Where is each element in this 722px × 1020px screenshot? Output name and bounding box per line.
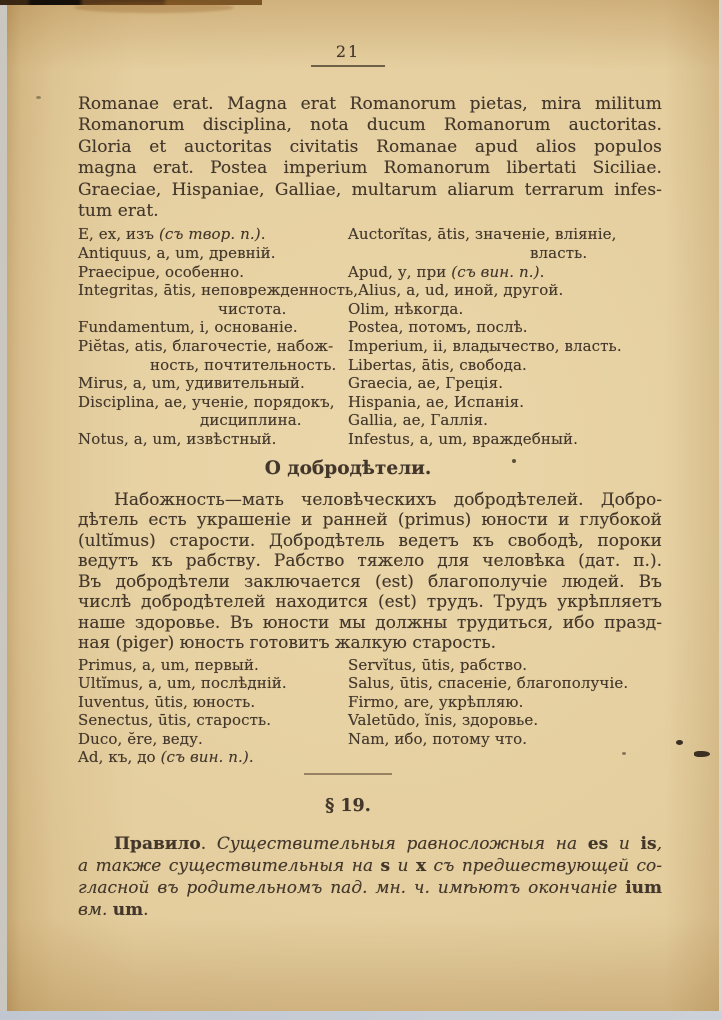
vocab-entry-left: Ultĭmus, a, um, послѣдній. bbox=[78, 674, 287, 693]
vocab-entry-right: Olim, нѣкогда. bbox=[348, 299, 464, 318]
vocab-entry-right: Firmo, are, укрѣпляю. bbox=[348, 692, 524, 711]
vocab-row bbox=[78, 337, 662, 356]
vocab-row bbox=[78, 730, 662, 749]
ink-speck bbox=[676, 740, 683, 745]
text-segment: um bbox=[112, 899, 144, 920]
text-line bbox=[78, 899, 662, 921]
vocab-row bbox=[78, 356, 662, 375]
text-line bbox=[78, 833, 662, 855]
vocab-entry-right bbox=[348, 748, 662, 767]
text-segment: власть. bbox=[530, 244, 588, 263]
vocab-entry-right: Imperium, ii, владычество, власть. bbox=[348, 337, 622, 355]
text-segment: дисциплина. bbox=[200, 411, 302, 430]
vocab-entry-left: Senectus, ūtis, старость. bbox=[78, 711, 272, 730]
section-19-heading: § 19. bbox=[325, 795, 371, 816]
vocab-entry-left: Praecipue, особенно. bbox=[78, 262, 245, 281]
vocab-entry-left: Disciplina, ae, ученіе, порядокъ, bbox=[78, 392, 335, 411]
text-segment: , bbox=[656, 833, 662, 854]
scan-background-left bbox=[0, 0, 7, 1013]
vocabulary-list-1 bbox=[78, 225, 662, 448]
text-segment: и bbox=[390, 855, 416, 876]
text-segment: . bbox=[539, 262, 545, 281]
virtue-paragraph bbox=[78, 490, 662, 654]
vocab-entry-right: Infestus, a, um, враждебный. bbox=[348, 429, 578, 448]
vocab-entry-right: Gallia, ae, Галлія. bbox=[348, 411, 489, 430]
text-segment: Существительныя равносложныя на bbox=[216, 833, 588, 854]
vocab-row bbox=[78, 430, 662, 449]
text-line: Gloria et auctoritas civitatis Romanae apud alios populos bbox=[78, 136, 662, 157]
text-segment: x bbox=[415, 855, 427, 876]
text-segment: гласной въ родительномъ пад. мн. ч. имѣютъ окончаніе bbox=[78, 877, 626, 898]
text-segment: Apud, у, при bbox=[348, 262, 452, 281]
vocab-row bbox=[78, 263, 662, 282]
vocab-entry-right: Valetūdo, ĭnis, здоровье. bbox=[348, 711, 539, 730]
vocab-entry-right: Auctorĭtas, ātis, значеніе, вліяніе, bbox=[348, 225, 617, 244]
text-segment: s bbox=[380, 855, 391, 876]
text-segment: ность, почтительность. bbox=[150, 355, 337, 374]
text-line: (ultĭmus) старости. Добродѣтель ведетъ къ свободѣ, пороки bbox=[78, 530, 662, 551]
vocab-entry-right: Graecia, ae, Греція. bbox=[348, 374, 504, 393]
text-line bbox=[78, 877, 662, 899]
paper-mark bbox=[36, 96, 41, 99]
vocab-entry-left: Mirus, a, um, удивительный. bbox=[78, 374, 305, 393]
text-segment: es bbox=[587, 833, 609, 854]
vocab-entry-left: Primus, a, um, первый. bbox=[78, 655, 259, 674]
vocab-entry-right: Servĭtus, ūtis, рабство. bbox=[348, 655, 528, 674]
text-line: наше здоровье. Въ юности мы должны трудиться, ибо празд- bbox=[78, 612, 662, 633]
vocab-row bbox=[78, 411, 662, 430]
page-content bbox=[78, 0, 662, 921]
vocab-row bbox=[78, 374, 662, 393]
ink-speck bbox=[694, 751, 710, 757]
vocab-row bbox=[78, 300, 662, 319]
text-line: ная (piger) юность готовитъ жалкую старость. bbox=[78, 633, 497, 654]
vocab-entry-right: Salus, ūtis, спасеніе, благополучіе. bbox=[348, 674, 629, 693]
section-heading-virtue: О добродѣтели. bbox=[264, 457, 432, 479]
text-segment: и bbox=[608, 833, 641, 854]
text-segment: E, ex, изъ bbox=[78, 225, 159, 244]
text-line: числѣ добродѣтелей находится (est) трудъ. Трудъ укрѣпляетъ bbox=[78, 592, 662, 613]
text-segment: Правило bbox=[114, 833, 201, 854]
vocab-row bbox=[78, 656, 662, 675]
text-line: Набожность—мать человѣческихъ добродѣтелей. Добро- bbox=[114, 489, 662, 510]
page-number-text: 21 bbox=[335, 42, 361, 61]
rule-paragraph bbox=[78, 833, 662, 921]
text-segment: съ предшествующей со- bbox=[426, 855, 662, 876]
text-segment: (съ твор. п.) bbox=[158, 225, 261, 244]
vocab-entry-right bbox=[348, 263, 662, 282]
text-line bbox=[78, 855, 662, 877]
vocab-entry-left bbox=[78, 356, 348, 375]
vocab-entry-right: Alius, a, ud, иной, другой. bbox=[358, 281, 564, 300]
vocab-entry-right: Postea, потомъ, послѣ. bbox=[348, 318, 528, 337]
vocab-entry-left bbox=[78, 411, 348, 430]
text-line: Graeciae, Hispaniae, Galliae, multarum aliarum terrarum infes- bbox=[78, 179, 662, 200]
vocab-row bbox=[78, 393, 662, 412]
vocab-entry-right: Hispania, ae, Испанія. bbox=[348, 392, 525, 411]
text-segment: . bbox=[143, 899, 149, 920]
text-line: Romanorum disciplina, nota ducum Romanorum auctoritas. bbox=[78, 115, 662, 136]
vocab-row bbox=[78, 748, 662, 767]
section-divider-rule bbox=[304, 773, 392, 775]
vocab-row bbox=[78, 244, 662, 263]
text-segment: чистота. bbox=[218, 299, 287, 318]
text-segment: . bbox=[200, 833, 217, 854]
vocab-entry-left: Duco, ĕre, веду. bbox=[78, 729, 203, 748]
vocab-entry-left: Iuventus, ūtis, юность. bbox=[78, 692, 256, 711]
text-segment: is bbox=[640, 833, 657, 854]
text-segment: а также существительныя на bbox=[78, 855, 381, 876]
vocab-entry-left: Notus, a, um, извѣстный. bbox=[78, 429, 277, 448]
vocab-entry-left bbox=[78, 300, 348, 319]
vocabulary-list-2 bbox=[78, 656, 662, 767]
vocab-row bbox=[78, 318, 662, 337]
vocab-row bbox=[78, 693, 662, 712]
vocab-row bbox=[78, 674, 662, 693]
vocab-row bbox=[78, 281, 662, 300]
vocab-entry-left: Antiquus, a, um, древній. bbox=[78, 244, 276, 263]
vocab-row bbox=[78, 711, 662, 730]
vocab-entry-left: Integritas, ātis, неповрежденность, bbox=[78, 281, 359, 300]
vocab-entry-left bbox=[78, 225, 348, 244]
text-line: tum erat. bbox=[78, 201, 159, 222]
text-segment: (съ вин. п.) bbox=[160, 748, 249, 767]
latin-paragraph bbox=[78, 94, 662, 222]
text-line: Въ добродѣтели заключается (est) благополучіе людей. Въ bbox=[78, 571, 662, 592]
text-line: Romanae erat. Magna erat Romanorum pietas, mira militum bbox=[78, 94, 662, 114]
text-line: ведутъ къ рабству. Рабство тяжело для человѣка (дат. п.). bbox=[78, 551, 662, 572]
text-segment: (съ вин. п.) bbox=[451, 262, 540, 281]
text-line: magna erat. Postea imperium Romanorum libertati Siciliae. bbox=[78, 158, 662, 179]
text-line: дѣтель есть украшеніе и ранней (primus) юности и глубокой bbox=[78, 510, 662, 531]
page-number bbox=[311, 42, 385, 67]
text-segment: Ad, къ, до bbox=[78, 748, 161, 767]
text-segment: . bbox=[248, 748, 254, 767]
text-segment: вм. bbox=[78, 899, 113, 920]
vocab-row bbox=[78, 225, 662, 244]
vocab-entry-right: Nam, ибо, потому что. bbox=[348, 729, 528, 748]
text-segment: ium bbox=[625, 877, 662, 898]
vocab-entry-right: Libertas, ātis, свобода. bbox=[348, 355, 527, 374]
text-segment: . bbox=[260, 225, 266, 244]
scan-background-bottom bbox=[0, 1011, 722, 1020]
vocab-entry-right bbox=[348, 244, 662, 263]
vocab-entry-left: Fundamentum, i, основаніе. bbox=[78, 318, 298, 337]
vocab-entry-left bbox=[78, 748, 348, 767]
vocab-entry-left: Piĕtas, atis, благочестіе, набож- bbox=[78, 337, 334, 355]
